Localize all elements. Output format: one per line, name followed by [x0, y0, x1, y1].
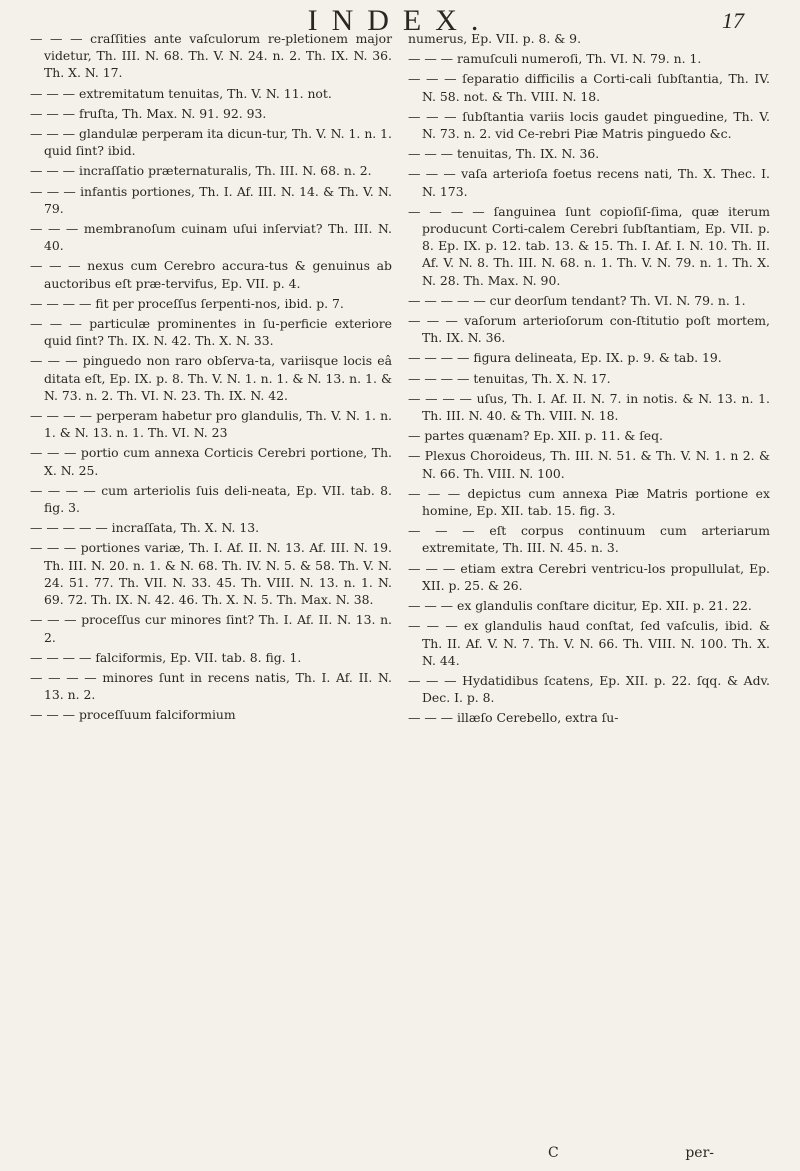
- index-entry: — — — eſt corpus continuum cum arteriarum extremitate, Th. III. N. 45. n. 3.: [408, 523, 770, 556]
- catchword: per-: [685, 1145, 714, 1161]
- right-column: [408, 30, 770, 1163]
- index-entry: — — — pinguedo non raro obſerva-ta, variisque locis eâ ditata eſt, Ep. IX. p. 8. Th. V. N. 1. n. 1. & N. 13. n. 1. & N. 73. n. 2. Th. VI. N. 23. Th. IX. N. 42.: [30, 353, 392, 403]
- index-entry: — — — portio cum annexa Corticis Cerebri portione, Th. X. N. 25.: [30, 445, 392, 478]
- left-column: [30, 30, 392, 1163]
- index-entry: — — — ſeparatio difficilis a Corti-cali ſubſtantia, Th. IV. N. 58. not. & Th. VIII. N. 18.: [408, 71, 770, 104]
- index-entry: — — — depictus cum annexa Piæ Matris portione ex homine, Ep. XII. tab. 15. fig. 3.: [408, 485, 770, 519]
- index-entry: — — — particulæ prominentes in ſu-perficie exteriore quid ſint? Th. IX. N. 42. Th. X. N. 33.: [30, 316, 392, 349]
- index-columns: [30, 30, 770, 1163]
- running-title: INDEX.: [307, 4, 493, 37]
- index-entry: — — — glandulæ perperam ita dicun-tur, Th. V. N. 1. n. 1. quid ſint? ibid.: [30, 126, 392, 159]
- index-entry: — — — illæſo Cerebello, extra ſu-: [408, 710, 619, 726]
- index-entry: — — — — — incraſſata, Th. X. N. 13.: [30, 520, 260, 536]
- index-entry: — — — craſſities ante vaſculorum re-pletionem major videtur, Th. III. N. 68. Th. V. N. 24. n. 2. Th. IX. N. 36. Th. X. N. 17.: [30, 31, 392, 81]
- index-entry: — — — nexus cum Cerebro accura-tus & genuinus ab auctoribus eſt præ-tervifus, Ep. VII. p. 4.: [30, 258, 392, 291]
- index-entry: — — — — falciformis, Ep. VII. tab. 8. fig. 1.: [30, 649, 302, 665]
- index-entry: — — — — minores ſunt in recens natis, Th. I. Af. II. N. 13. n. 2.: [30, 669, 392, 703]
- index-entry: — — — incraſſatio præternaturalis, Th. III. N. 68. n. 2.: [30, 163, 372, 179]
- index-entry: — — — portiones variæ, Th. I. Af. II. N. 13. Af. III. N. 19. Th. III. N. 20. n. 1. & N. 68. Th. IV. N. 5. & 58. Th. V. N. 24. 51. 77. Th. VII. N. 33. 45. Th. VIII. N. 13. n. 1. N. 69. 72. Th. IX. N. 42. 46. Th. X. N. 5. Th. Max. N. 38.: [30, 540, 392, 608]
- index-entry: — — — — ſanguinea ſunt copioſiſ-ſima, quæ iterum producunt Corti-calem Cerebri ſubſtantiam, Ep. VII. p. 8. Ep. IX. p. 12. tab. 13. & 15. Th. I. Af. I. N. 10. Th. II. Af. V. N. 8. Th. III. N. 68. n. 1. Th. V. N. 79. n. 1. Th. X. N. 28. Th. Max. N. 90.: [408, 203, 770, 288]
- index-entry: — — — proceſſuum falciformium: [30, 707, 236, 723]
- index-entry: — — — vaſa arterioſa foetus recens nati, Th. X. Thec. I. N. 173.: [408, 166, 770, 199]
- index-entry: — — — ſubſtantia variis locis gaudet pinguedine, Th. V. N. 73. n. 2. vid Ce-rebri Piæ Matris pinguedo &c.: [408, 108, 770, 142]
- index-entry: — — — vaſorum arterioſorum con-ſtitutio poſt mortem, Th. IX. N. 36.: [408, 313, 770, 346]
- index-entry: — — — — perperam habetur pro glandulis, Th. V. N. 1. n. 1. & N. 13. n. 1. Th. VI. N. 23: [30, 408, 392, 441]
- index-entry: — — — ex glandulis haud conſtat, ſed vaſculis, ibid. & Th. II. Af. V. N. 7. Th. V. N. 66. Th. VIII. N. 100. Th. X. N. 44.: [408, 618, 770, 668]
- index-entry: — — — ex glandulis conſtare dicitur, Ep. XII. p. 21. 22.: [408, 598, 752, 614]
- index-entry: — Plexus Choroideus, Th. III. N. 51. & Th. V. N. 1. n 2. & N. 66. Th. VIII. N. 100.: [408, 448, 770, 481]
- index-entry: — — — — — cur deorſum tendant? Th. VI. N. 79. n. 1.: [408, 292, 746, 308]
- index-entry: — — — membranoſum cuinam uſui inſerviat? Th. III. N. 40.: [30, 221, 392, 254]
- index-entry: — — — tenuitas, Th. IX. N. 36.: [408, 146, 600, 162]
- index-entry: — — — — tenuitas, Th. X. N. 17.: [408, 370, 611, 386]
- index-entry: numerus, Ep. VII. p. 8. & 9.: [408, 31, 582, 46]
- index-entry: — — — infantis portiones, Th. I. Af. III. N. 14. & Th. V. N. 79.: [30, 183, 392, 216]
- index-entry: — — — Hydatidibus ſcatens, Ep. XII. p. 22. ſqq. & Adv. Dec. I. p. 8.: [408, 672, 770, 706]
- index-entry: — — — ramuſculi numeroſi, Th. VI. N. 79. n. 1.: [408, 51, 702, 67]
- index-entry: — — — — cum arteriolis ſuis deli-neata, Ep. VII. tab. 8. fig. 3.: [30, 482, 392, 516]
- signature-mark: C: [548, 1145, 559, 1161]
- index-entry: — — — etiam extra Cerebri ventricu-los propullulat, Ep. XII. p. 25. & 26.: [408, 560, 770, 593]
- index-entry: — — — — uſus, Th. I. Af. II. N. 7. in notis. & N. 13. n. 1. Th. III. N. 40. & Th. VIII. N. 18.: [408, 390, 770, 424]
- index-entry: — — — fruſta, Th. Max. N. 91. 92. 93.: [30, 105, 267, 121]
- index-entry: — — — proceſſus cur minores ſint? Th. I. Af. II. N. 13. n. 2.: [30, 612, 392, 645]
- index-entry: — partes quænam? Ep. XII. p. 11. & ſeq.: [408, 428, 663, 444]
- index-entry: — — — — figura delineata, Ep. IX. p. 9. & tab. 19.: [408, 350, 722, 366]
- page-number: 17: [722, 8, 744, 33]
- index-entry: — — — extremitatum tenuitas, Th. V. N. 11. not.: [30, 85, 332, 101]
- index-entry: — — — — fit per proceſſus ſerpenti-nos, ibid. p. 7.: [30, 295, 344, 311]
